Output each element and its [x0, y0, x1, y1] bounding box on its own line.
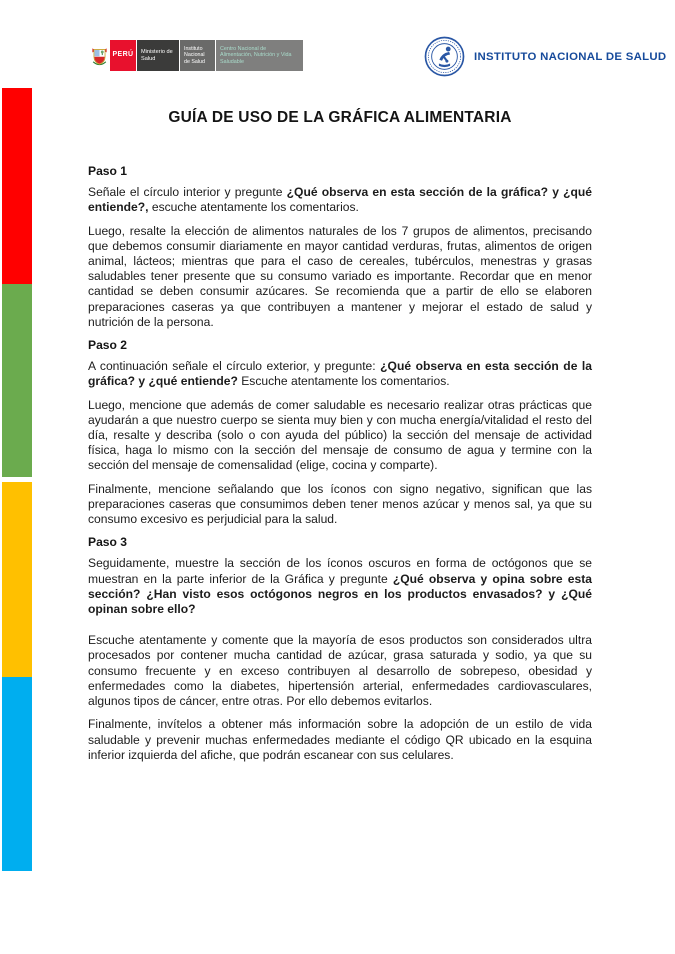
paragraph: [88, 224, 592, 330]
emphasis-text: ¿Qué observa y opina sobre esta sección? ¿Han visto esos octógonos negros en los productos envasados? y ¿Qué opinan sobre ello?: [88, 571, 592, 617]
page-title: GUÍA DE USO DE LA GRÁFICA ALIMENTARIA: [168, 109, 512, 126]
peru-coat-of-arms-icon: [88, 40, 110, 71]
left-color-bar-cyan: [2, 677, 32, 871]
paragraph: [88, 398, 592, 474]
left-color-bar-yellow: [2, 482, 32, 677]
body-text: Finalmente, invítelos a obtener más información sobre la adopción de un estilo de vida saludable y prevenir muchas enfermedades mediante el código QR ubicado en la esquina inferior izquierda del afiche, que podrán escanear con sus celulares.: [88, 717, 592, 762]
body-text: Escuche atentamente los comentarios.: [237, 374, 450, 389]
section-heading: Paso 3: [88, 535, 127, 550]
section-paso-2: [88, 338, 592, 527]
body-text: Finalmente, mencione señalando que los íconos con signo negativo, significan que las preparaciones caseras que consumimos deben tener menos azúcar y menos sal, ya que su consumo excesivo es perjudicial para la salud.: [88, 481, 592, 527]
ins-logo-text: INSTITUTO NACIONAL DE SALUD: [474, 50, 667, 63]
emphasis-text: ¿Qué observa en esta sección de la gráfica? y ¿qué entiende?: [88, 359, 593, 389]
section-heading: Paso 1: [88, 164, 127, 178]
body-text: Luego, mencione que además de comer saludable es necesario realizar otras prácticas que ayudarán a que nuestro cuerpo se sienta muy bien y con mucha energía/vitalidad el resto del día, resalte y describa (solo o con ayuda del público) la sección del mensaje de actividad física, haga lo mismo con la sección del mensaje de consumo de agua y termine con la sección del mensaje de comensalidad (elige, cocina y comparte).: [88, 397, 592, 473]
body-text: escuche atentamente los comentarios.: [148, 200, 359, 215]
left-color-bar-green: [2, 284, 32, 477]
section-paso-1: [88, 164, 592, 330]
institute-label: Instituto Nacional de Salud: [179, 40, 215, 71]
paragraph: [88, 633, 592, 709]
body-text: Seguidamente, muestre la sección de los íconos oscuros en forma de octógonos que se muestran en la parte inferior de la Gráfica y pregunte: [88, 556, 592, 586]
paragraph: [88, 482, 592, 528]
body-text: Escuche atentamente y comente que la mayoría de esos productos son considerados ultra procesados por contener mucha cantidad de azúcar, grasa saturada y sodio, ya que su consumo frecuente y en exceso contribuyen al desarrollo de sobrepeso, obesidad y enfermedades como la diabetes, hipertensión arterial, enfermedades cardiovasculares, algunos tipos de cáncer, entre otras. Por ello debemos evitarlos.: [88, 633, 592, 709]
document-body: [88, 164, 592, 771]
ins-emblem-icon: [424, 36, 465, 77]
center-label: Centro Nacional de Alimentación, Nutrición y Vida Saludable: [215, 40, 303, 71]
ministry-label: Ministerio de Salud: [136, 40, 179, 71]
paragraph: [88, 556, 592, 617]
peru-wordmark: PERÚ: [110, 40, 136, 71]
section-heading: Paso 2: [88, 338, 127, 353]
emphasis-text: ¿Qué observa en esta sección de la gráfica? y ¿qué entiende?,: [88, 185, 593, 215]
left-color-bar-red: [2, 88, 32, 284]
body-text: Luego, resalte la elección de alimentos naturales de los 7 grupos de alimentos, precisando que debemos consumir diariamente en mayor cantidad verduras, frutas, alimentos de origen animal, lácteos; mientras que para el caso de cereales, tubérculos, menestras y grasas saludables tener presente que su consumo variado es importante. Recordar que en menor cantidad se deben consumir azúcares. Se recomienda que a partir de ello se elaboren preparaciones caseras ya que contribuyen a mantener y mejorar el estado de salud y nutrición de la persona.: [88, 223, 592, 329]
body-text: A continuación señale el círculo exterior, y pregunte:: [88, 359, 381, 374]
gov-logo: [88, 40, 303, 71]
ins-logo: [424, 36, 666, 77]
body-text: Señale el círculo interior y pregunte: [88, 185, 287, 200]
paragraph: [88, 359, 592, 389]
paragraph: [88, 185, 592, 215]
paragraph: [88, 717, 592, 763]
section-paso-3: [88, 535, 592, 763]
